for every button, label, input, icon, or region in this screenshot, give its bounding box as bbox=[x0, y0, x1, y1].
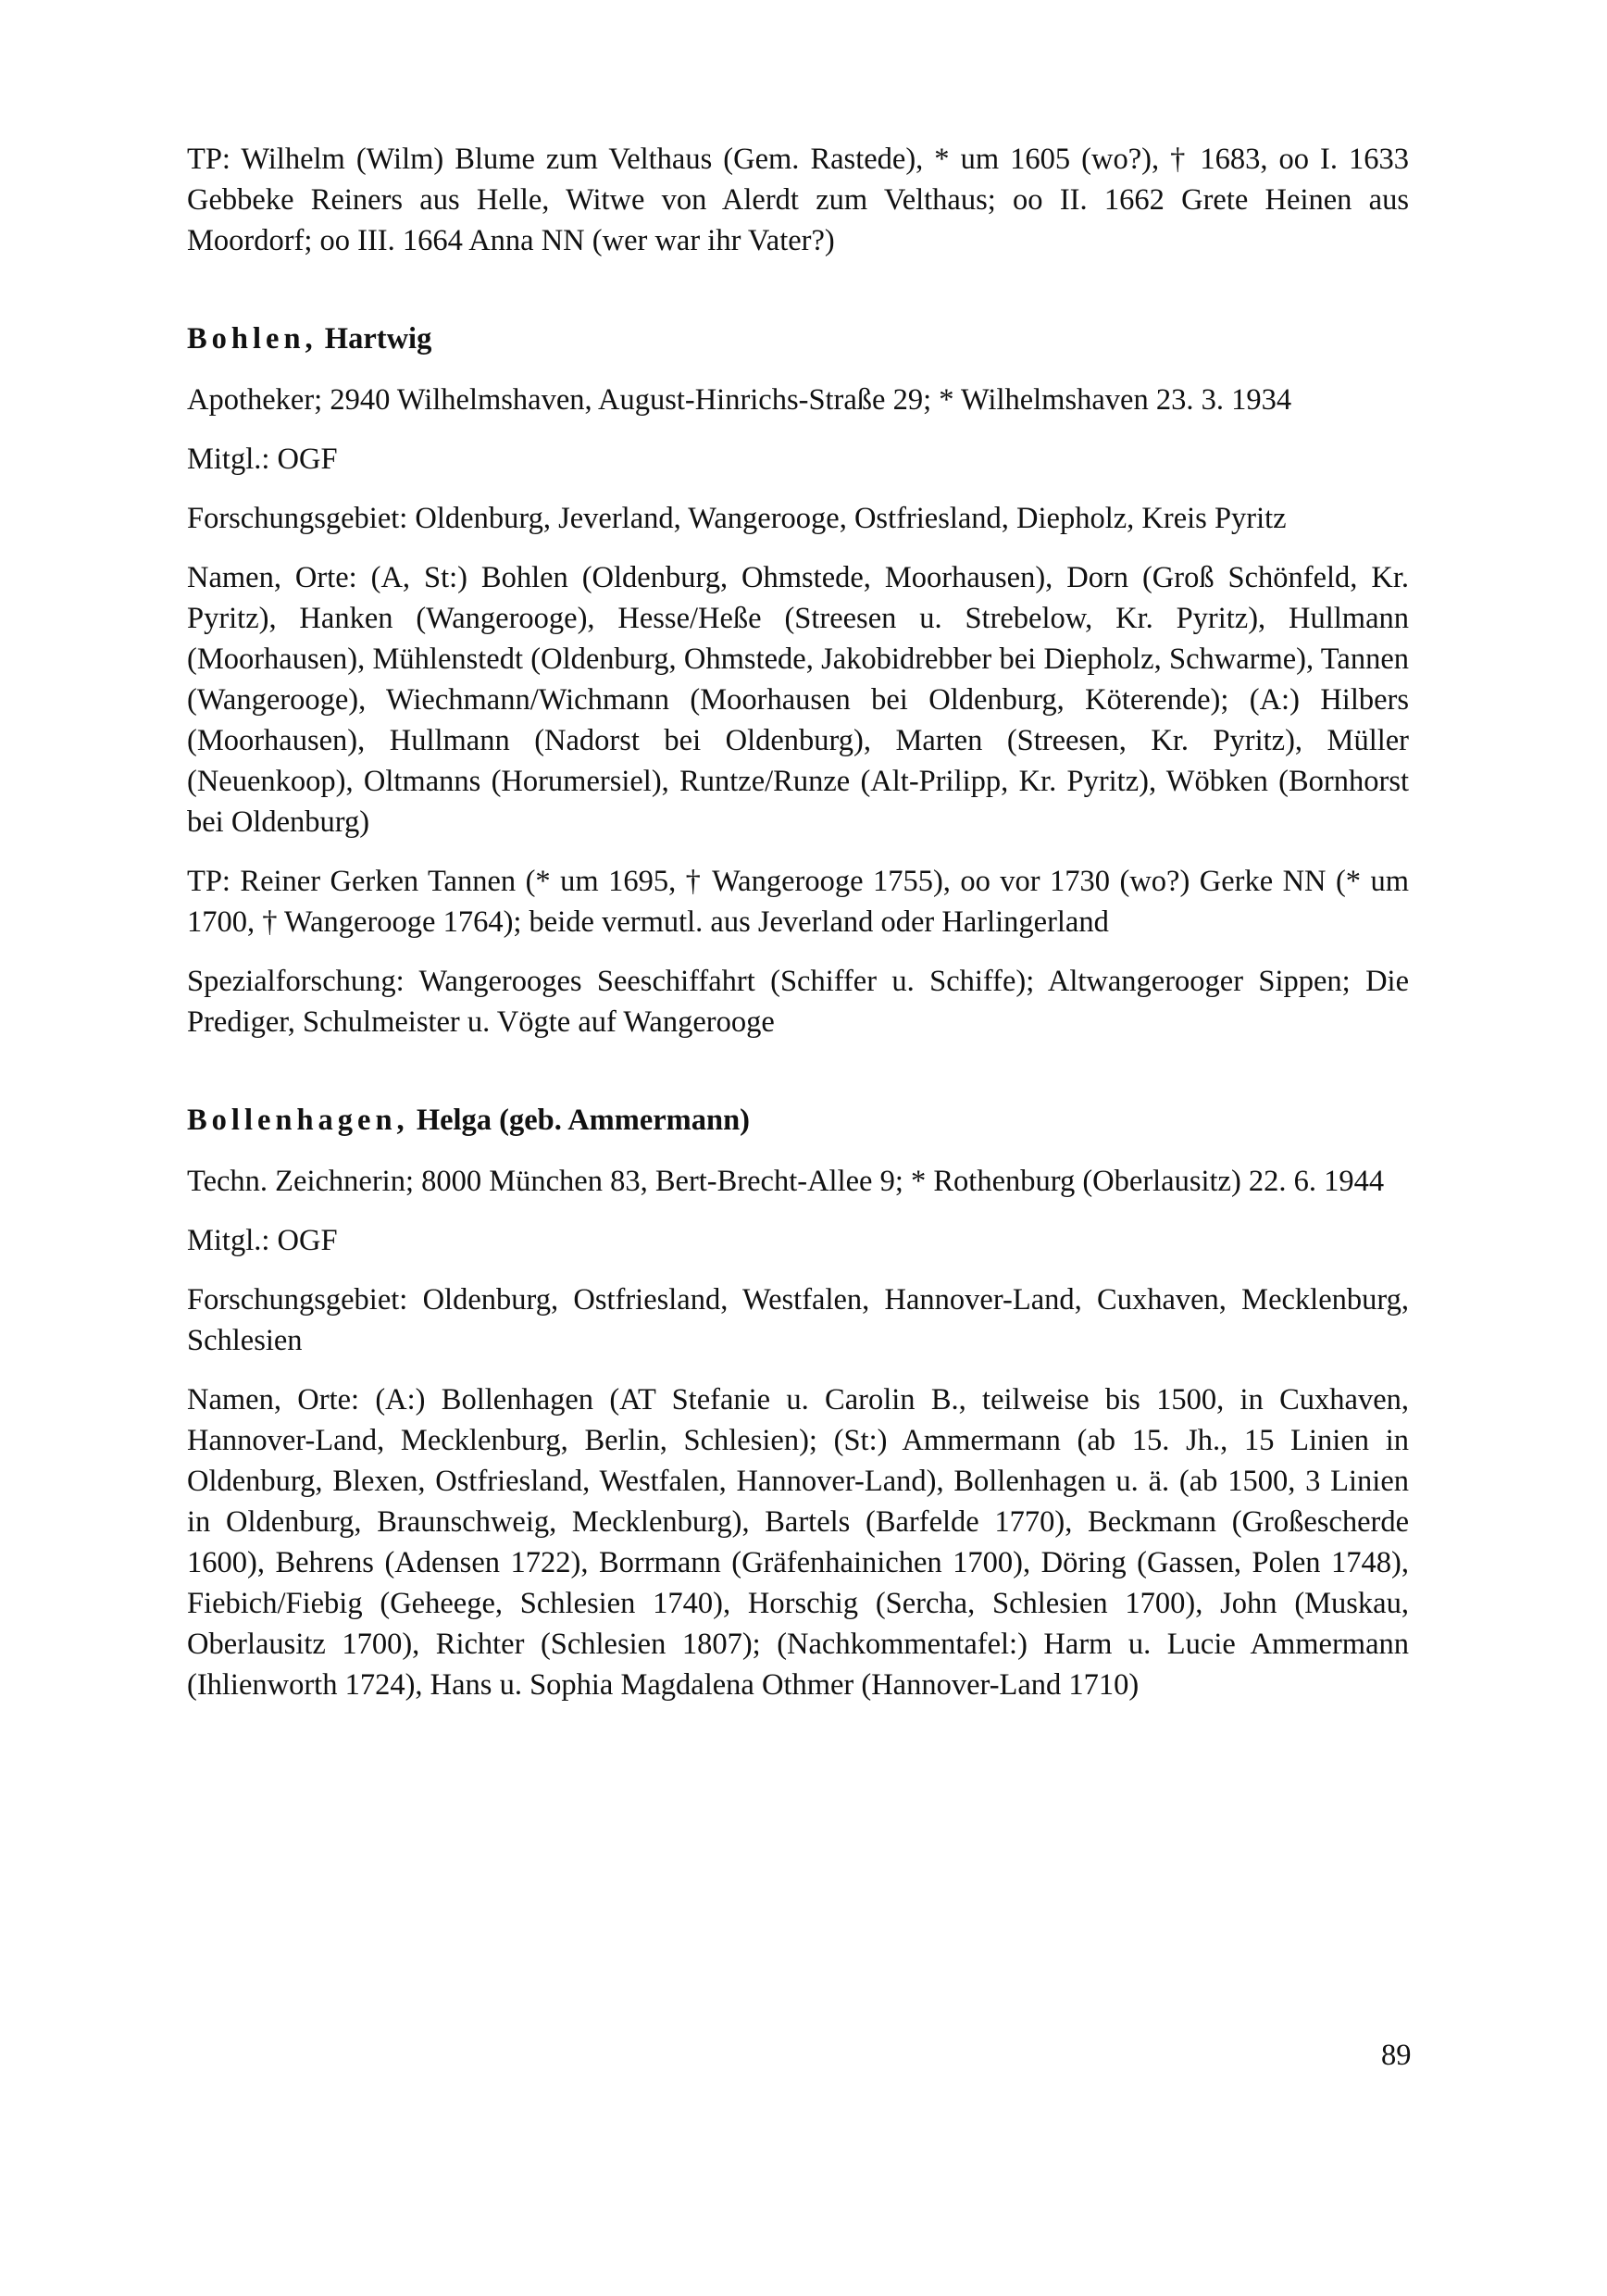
entry-names-places: Namen, Orte: (A, St:) Bohlen (Oldenburg, Ohmstede, Moorhausen), Dorn (Groß Schönfeld, Kr. Pyritz), Hanken (Wangerooge), Hesse/Heße (Streesen u. Strebelow, Kr. Pyritz), Hullmann (Moorhausen), Mühlenstedt (Oldenburg, Ohmstede, Jakobidrebber bei Diepholz, Schwarme), Tannen (Wangerooge), Wiechmann/Wichmann (Moorhausen bei Oldenburg, Köterende); (A:) Hilbers (Moorhausen), Hullmann (Nadorst bei Oldenburg), Marten (Streesen, Kr. Pyritz), Müller (Neuenkoop), Oltmanns (Horumersiel), Runtze/Runze (Alt-Prilipp, Kr. Pyritz), Wöbken (Bornhorst bei Oldenburg) bbox=[187, 561, 1409, 839]
entry-membership: Mitgl.: OGF bbox=[187, 443, 338, 476]
entry-names-places: Namen, Orte: (A:) Bollenhagen (AT Stefanie u. Carolin B., teilweise bis 1500, in Cuxhaven, Hannover-Land, Mecklenburg, Berlin, Schlesien); (St:) Ammermann (ab 15. Jh., 15 Linien in Oldenburg, Blexen, Ostfriesland, Westfalen, Hannover-Land), Bollenhagen u. ä. (ab 1500, 3 Linien in Oldenburg, Braunschweig, Mecklenburg), Bartels (Barfelde 1770), Beckmann (Großescherde 1600), Behrens (Adensen 1722), Borrmann (Gräfenhainichen 1700), Döring (Gassen, Polen 1748), Fiebich/Fiebig (Geheege, Schlesien 1740), Horschig (Sercha, Schlesien 1700), John (Muskau, Oberlausitz 1700), Richter (Schlesien 1807); (Nachkommentafel:) Harm u. Lucie Ammermann (Ihlienworth 1724), Hans u. Sophia Magdalena Othmer (Hannover-Land 1710) bbox=[187, 1383, 1409, 1702]
entry-profession: Techn. Zeichnerin; 8000 München 83, Bert-Brecht-Allee 9; * Rothenburg (Oberlausitz) 22. 6. 1944 bbox=[187, 1165, 1385, 1198]
entry-special-research: Spezialforschung: Wangerooges Seeschiffahrt (Schiffer u. Schiffe); Altwangerooger Sippen; Die Prediger, Schulmeister u. Vögte auf Wangerooge bbox=[187, 965, 1409, 1039]
page-number: 89 bbox=[1381, 2039, 1412, 2072]
entry-surname: Bohlen, bbox=[187, 322, 318, 356]
entry-surname: Bollenhagen, bbox=[187, 1104, 409, 1137]
entry-given-name: Helga (geb. Ammermann) bbox=[416, 1104, 750, 1137]
entry-membership: Mitgl.: OGF bbox=[187, 1224, 338, 1257]
intro-tp-paragraph: TP: Wilhelm (Wilm) Blume zum Velthaus (Gem. Rastede), * um 1605 (wo?), † 1683, oo I. 1633 Gebbeke Reiners aus Helle, Witwe von Alerdt zum Velthaus; oo II. 1662 Grete Heinen aus Moordorf; oo III. 1664 Anna NN (wer war ihr Vater?) bbox=[187, 143, 1409, 257]
entry-heading bbox=[187, 1100, 1409, 1141]
entry-bollenhagen bbox=[187, 1100, 1409, 1705]
entry-heading bbox=[187, 318, 1409, 359]
entry-research-area: Forschungsgebiet: Oldenburg, Ostfriesland, Westfalen, Hannover-Land, Cuxhaven, Mecklenburg, Schlesien bbox=[187, 1283, 1409, 1357]
document-page bbox=[187, 139, 1409, 1724]
entry-given-name: Hartwig bbox=[324, 322, 432, 356]
entry-bohlen bbox=[187, 318, 1409, 1042]
entry-profession: Apotheker; 2940 Wilhelmshaven, August-Hinrichs-Straße 29; * Wilhelmshaven 23. 3. 1934 bbox=[187, 383, 1292, 417]
entry-research-area: Forschungsgebiet: Oldenburg, Jeverland, Wangerooge, Ostfriesland, Diepholz, Kreis Pyritz bbox=[187, 502, 1287, 535]
entry-tp: TP: Reiner Gerken Tannen (* um 1695, † Wangerooge 1755), oo vor 1730 (wo?) Gerke NN (* um 1700, † Wangerooge 1764); beide vermutl. aus Jeverland oder Harlingerland bbox=[187, 865, 1409, 939]
